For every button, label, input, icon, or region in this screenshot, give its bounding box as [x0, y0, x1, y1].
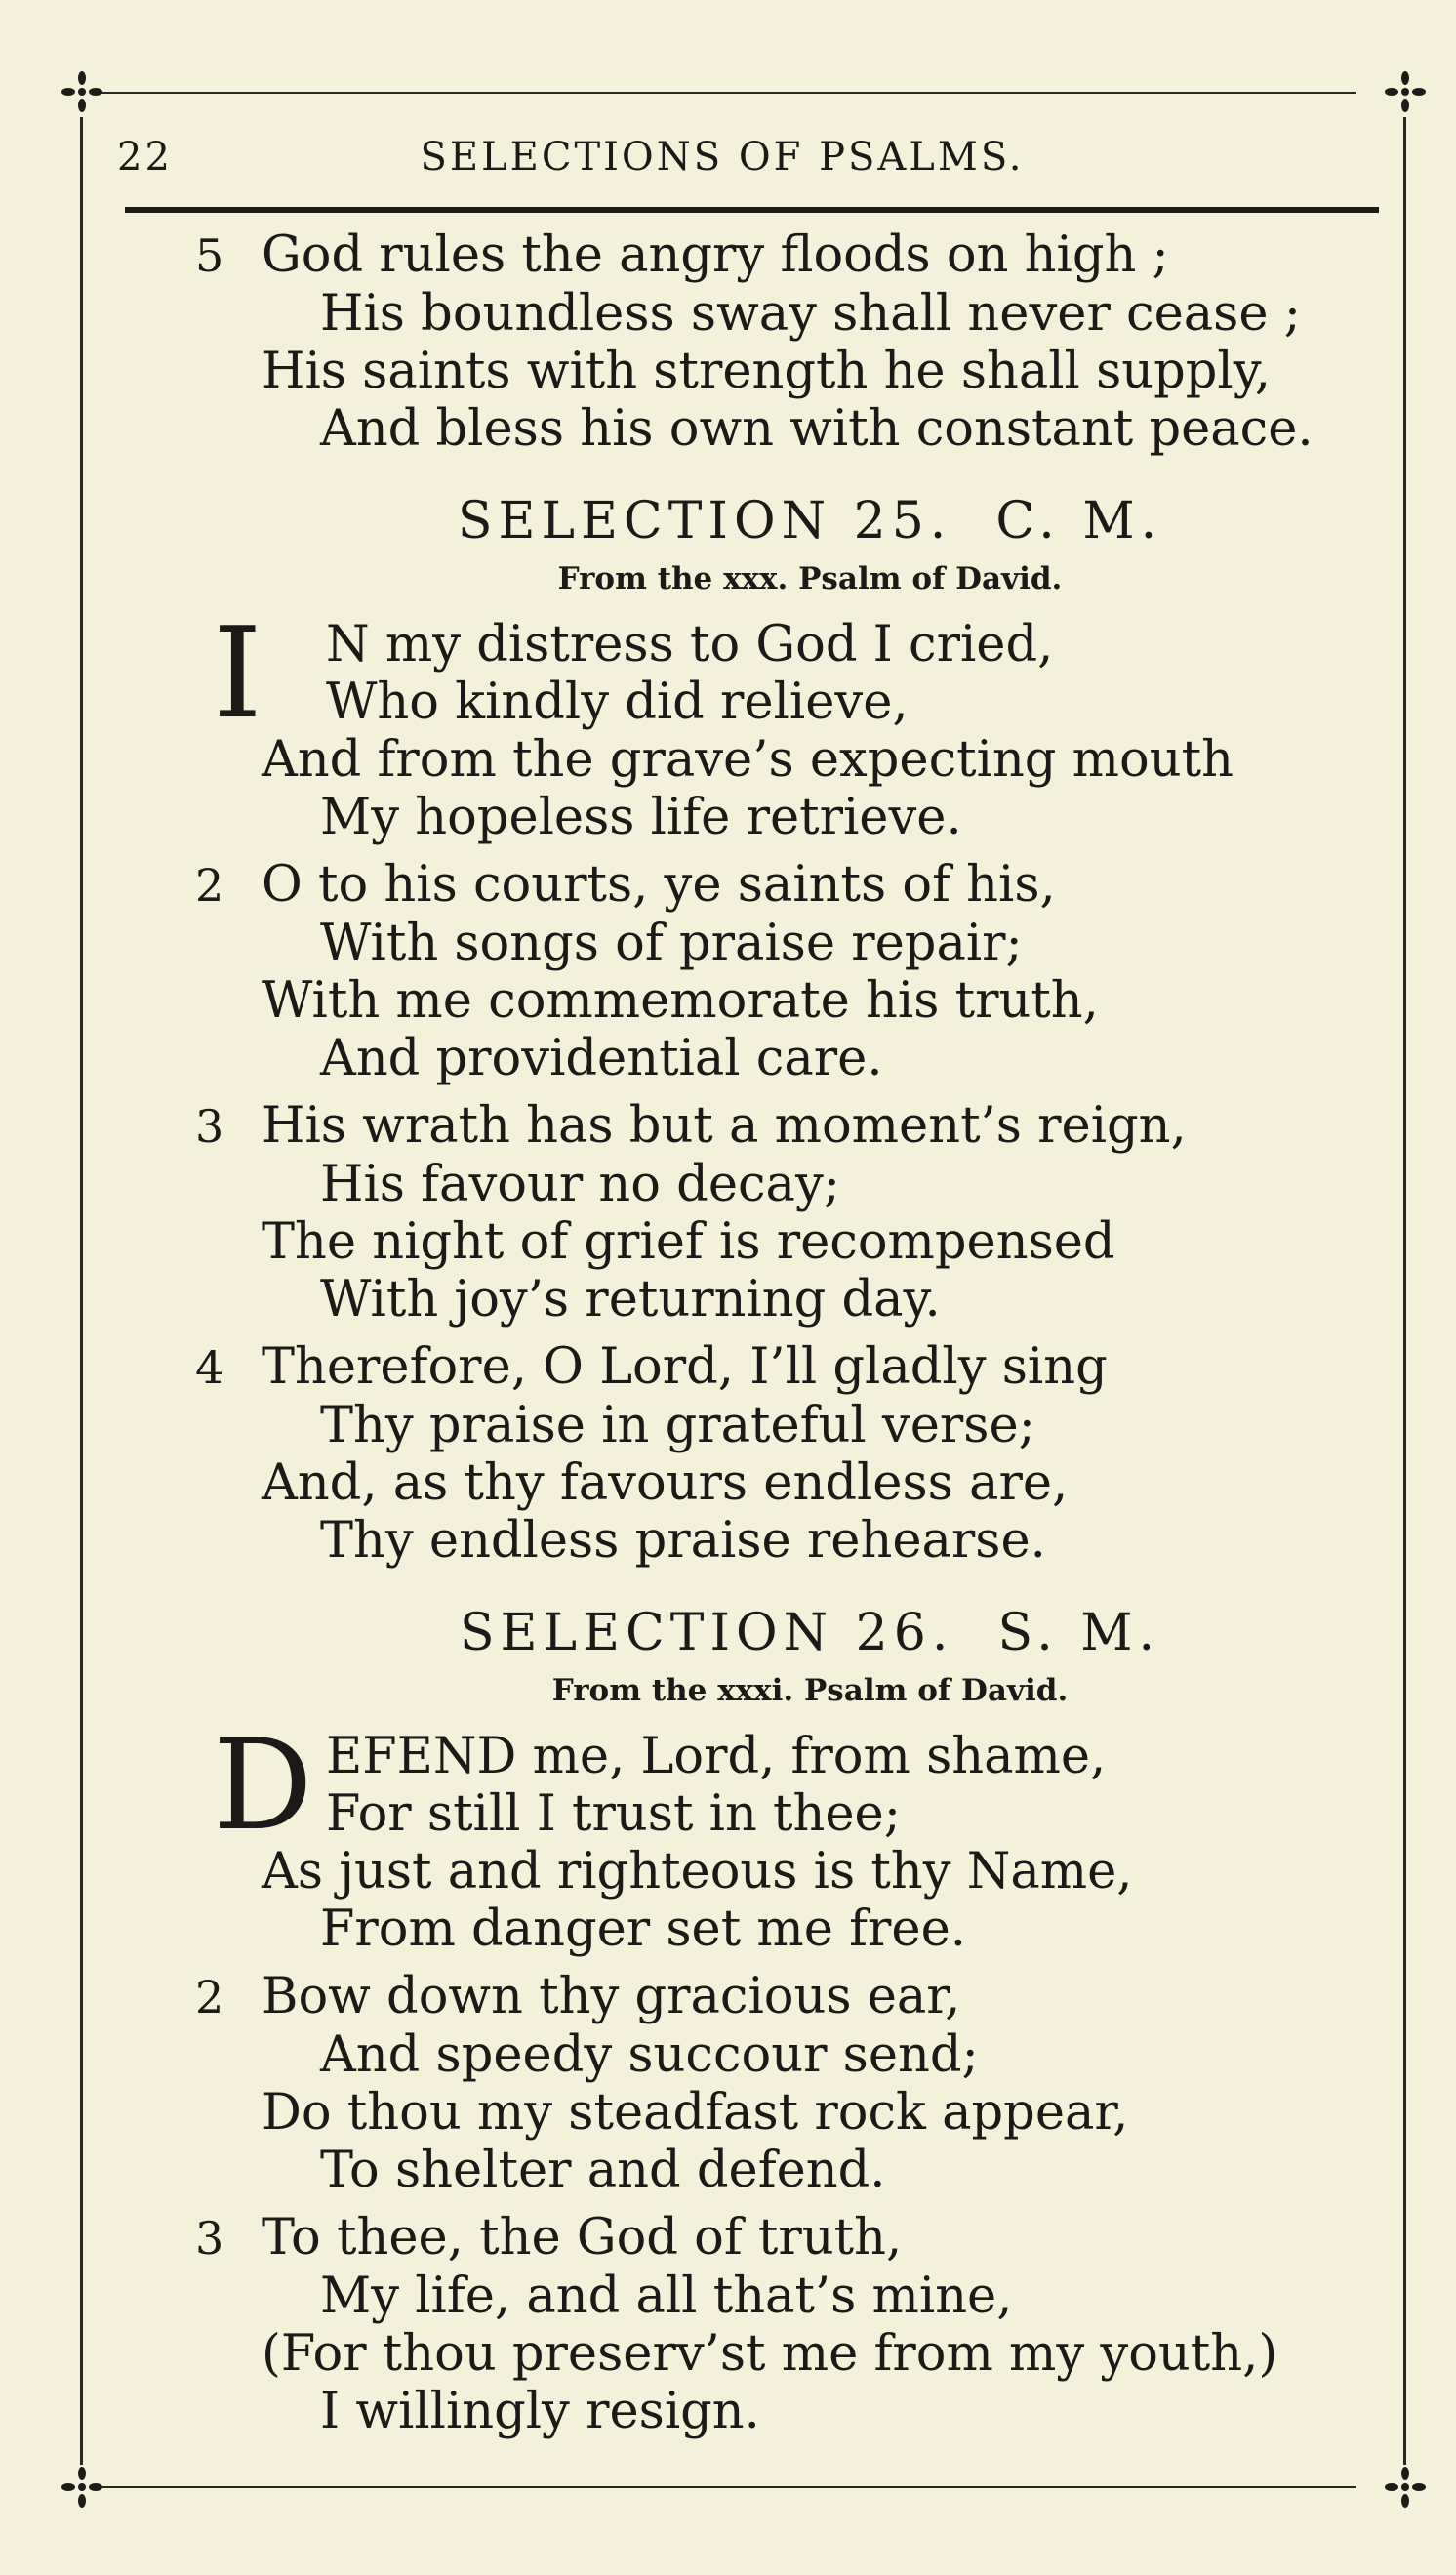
verse-line: My life, and all that’s mine,	[320, 2268, 1013, 2325]
verse-line: Therefore, O Lord, I’ll gladly sing	[262, 1338, 1108, 1396]
verse-line: From danger set me free.	[320, 1901, 967, 1958]
selection-number: SELECTION 25.	[457, 492, 952, 551]
verse-line: His boundless sway shall never cease ;	[320, 285, 1301, 343]
selection-title	[195, 1603, 1327, 1663]
selection-meter: S. M.	[997, 1604, 1161, 1662]
verse-line: His wrath has but a moment’s reign,	[262, 1097, 1187, 1155]
stanza-3	[195, 2209, 1327, 2440]
verse-line: O to his courts, ye saints of his,	[262, 856, 1056, 914]
verse-line: His saints with strength he shall supply,	[262, 343, 1271, 400]
verse-line: My hopeless life retrieve.	[320, 789, 962, 846]
stanza-number: 2	[195, 1971, 224, 2023]
verse-line: Bow down thy gracious ear,	[262, 1968, 961, 2025]
corner-ornament-icon	[1384, 2466, 1427, 2509]
verse-line: N my distress to God I cried,	[326, 616, 1054, 674]
stanza-1	[195, 1713, 1327, 1958]
verse-line: Thy praise in grateful verse;	[320, 1397, 1035, 1454]
verse-line: I willingly resign.	[320, 2383, 760, 2440]
verse-line: With songs of praise repair;	[320, 915, 1023, 972]
selection-subtitle: From the xxx. Psalm of David.	[557, 561, 1063, 596]
verse-line: For still I trust in thee;	[326, 1785, 901, 1843]
top-border-rule	[98, 92, 1356, 94]
stanza-2	[195, 856, 1327, 1087]
selection-title	[195, 491, 1327, 552]
stanza-2	[195, 1968, 1327, 2199]
stanza-number: 4	[195, 1341, 224, 1394]
verse-line: And bless his own with constant peace.	[320, 400, 1314, 458]
stanza-number: 3	[195, 1100, 224, 1153]
verse-line: Do thou my steadfast rock appear,	[262, 2084, 1129, 2142]
stanza-4	[195, 1338, 1327, 1570]
verse-line: Who kindly did relieve,	[326, 674, 909, 731]
verse-line: The night of grief is recompensed	[262, 1213, 1115, 1271]
verse-line: Thy endless praise rehearse.	[320, 1512, 1046, 1570]
verse-line: And from the grave’s expecting mouth	[262, 731, 1234, 789]
page-number: 22	[117, 135, 173, 180]
stanza-5	[195, 226, 1327, 458]
right-border-rule	[1403, 117, 1406, 2465]
stanza-number: 3	[195, 2212, 224, 2265]
verse-line: And, as thy favours endless are,	[262, 1454, 1069, 1512]
verse-line: With me commemorate his truth,	[262, 972, 1099, 1030]
stanza-1	[195, 601, 1327, 846]
selection-meter: C. M.	[995, 492, 1163, 551]
verse-line: His favour no decay;	[320, 1156, 840, 1213]
drop-cap: D	[213, 1713, 313, 1859]
running-title: SELECTIONS OF PSALMS.	[420, 135, 1025, 180]
verse-line: And providential care.	[320, 1030, 883, 1087]
drop-cap: I	[213, 601, 263, 747]
corner-ornament-icon	[61, 2466, 103, 2509]
stanza-number: 5	[195, 229, 224, 282]
stanza-3	[195, 1097, 1327, 1328]
verse-line: And speedy succour send;	[320, 2026, 979, 2084]
verse-line: To thee, the God of truth,	[262, 2209, 903, 2267]
bottom-border-rule	[98, 2486, 1356, 2488]
corner-ornament-icon	[1384, 70, 1427, 113]
corner-ornament-icon	[61, 70, 103, 113]
selection-number: SELECTION 26.	[459, 1604, 954, 1662]
left-border-rule	[80, 117, 83, 2465]
stanza-number: 2	[195, 859, 224, 912]
verse-line: EFEND me, Lord, from shame,	[326, 1728, 1107, 1785]
verse-line: God rules the angry floods on high ;	[262, 226, 1169, 284]
verse-line: To shelter and defend.	[320, 2142, 886, 2199]
selection-subtitle: From the xxxi. Psalm of David.	[551, 1673, 1069, 1708]
psalm-text	[195, 226, 1327, 2450]
verse-line: (For thou preserv’st me from my youth,)	[262, 2325, 1278, 2383]
verse-line: With joy’s returning day.	[320, 1271, 941, 1328]
verse-line: As just and righteous is thy Name,	[262, 1843, 1133, 1901]
header-rule	[125, 207, 1379, 213]
